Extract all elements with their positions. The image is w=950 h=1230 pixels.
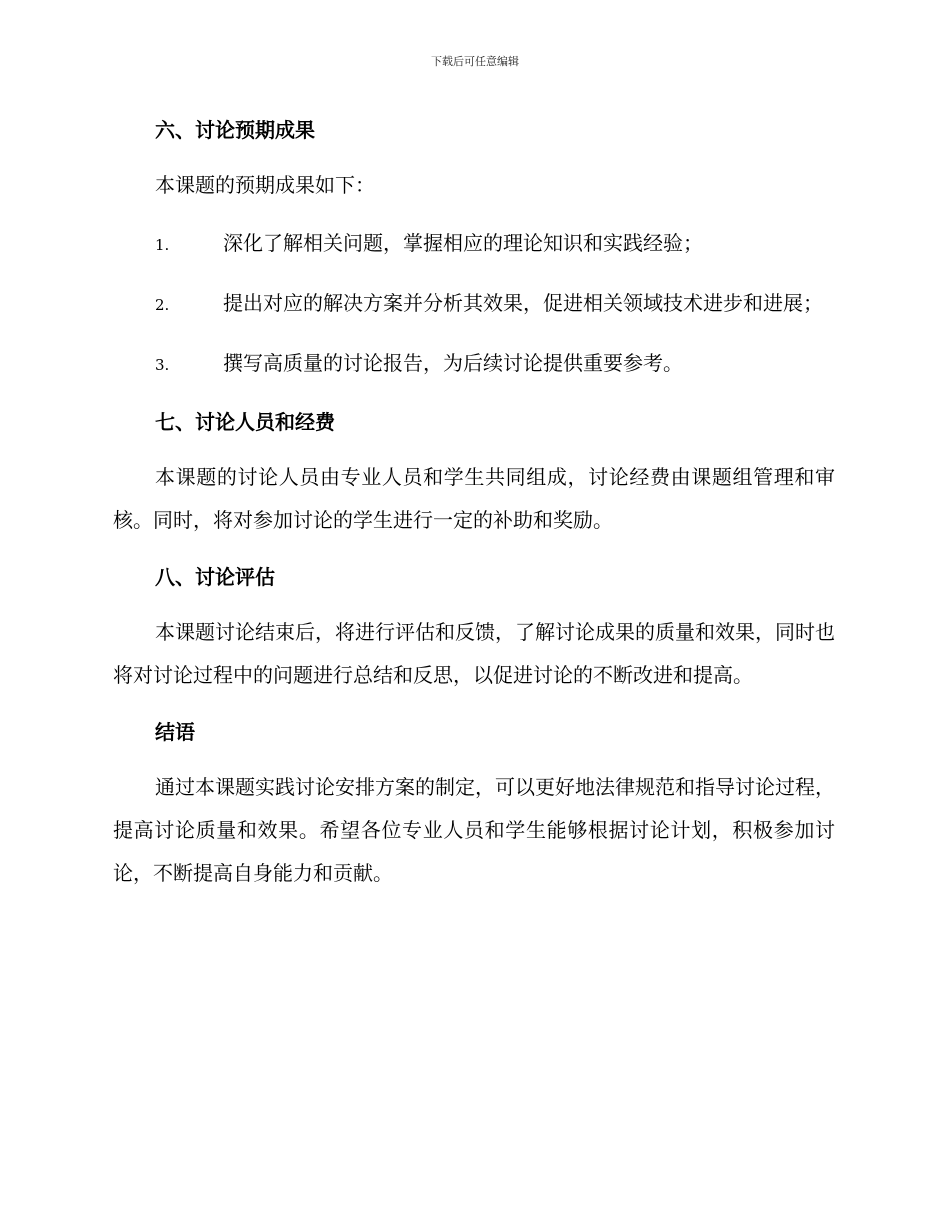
list-item xyxy=(113,282,835,327)
list-item-text: 提出对应的解决方案并分析其效果，促进相关领域技术进步和进展； xyxy=(223,291,823,315)
list-item-number: 1. xyxy=(155,236,170,254)
section-heading-personnel-funding: 七、讨论人员和经费 xyxy=(155,410,335,434)
conclusion-paragraph: 通过本课题实践讨论安排方案的制定，可以更好地法律规范和指导讨论过程，提高讨论质量和效果。希望各位专业人员和学生能够根据讨论计划，积极参加讨论，不断提高自身能力和贡献。 xyxy=(113,775,835,885)
list-item-number: 3. xyxy=(155,356,170,374)
list-item-number: 2. xyxy=(155,296,170,314)
page-header: 下载后可任意编辑 xyxy=(431,55,519,68)
section-heading-conclusion: 结语 xyxy=(155,720,195,744)
list-item-text: 撰写高质量的讨论报告，为后续讨论提供重要参考。 xyxy=(223,351,683,375)
evaluation-paragraph: 本课题讨论结束后，将进行评估和反馈，了解讨论成果的质量和效果，同时也将对讨论过程中的问题进行总结和反思，以促进讨论的不断改进和提高。 xyxy=(113,620,835,687)
document-body xyxy=(113,110,835,910)
section-heading-evaluation: 八、讨论评估 xyxy=(155,565,275,589)
expected-results-intro: 本课题的预期成果如下： xyxy=(155,173,375,197)
personnel-funding-paragraph: 本课题的讨论人员由专业人员和学生共同组成，讨论经费由课题组管理和审核。同时，将对参加讨论的学生进行一定的补助和奖励。 xyxy=(113,465,835,532)
list-item xyxy=(113,342,835,387)
section-heading-expected-results: 六、讨论预期成果 xyxy=(155,118,315,142)
list-item-text: 深化了解相关问题，掌握相应的理论知识和实践经验； xyxy=(223,231,703,255)
list-item xyxy=(113,222,835,267)
